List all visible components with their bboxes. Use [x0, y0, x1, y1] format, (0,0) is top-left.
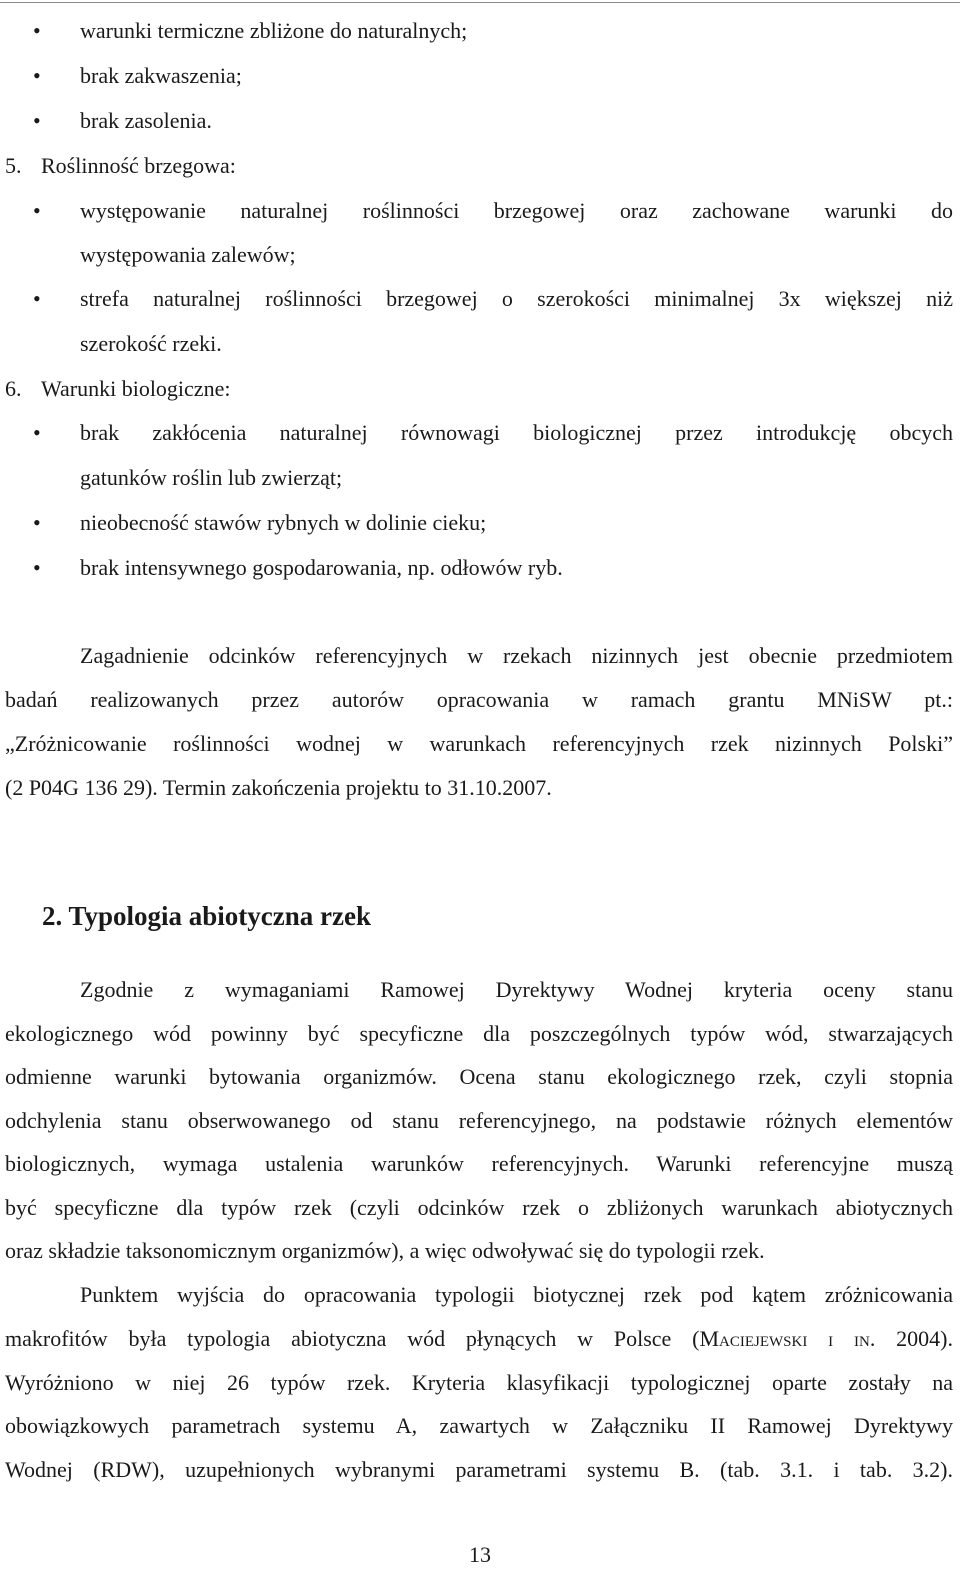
list-item: brak zakwaszenia;: [80, 63, 242, 88]
list-item: warunki termiczne zbliżone do naturalnych;: [80, 18, 468, 43]
bullet-icon: •: [33, 198, 41, 223]
bullet-icon: •: [33, 63, 41, 88]
bullet-icon: •: [33, 420, 41, 445]
section-number: 5.: [5, 153, 22, 178]
heading-number: 2.: [42, 901, 63, 931]
paragraph-line: Zgodnie z wymaganiami Ramowej Dyrektywy Wodnej kryteria oceny stanu: [80, 977, 953, 1002]
paragraph-line: „Zróżnicowanie roślinności wodnej w warunkach referencyjnych rzek nizinnych Polski”: [5, 731, 953, 756]
bullet-icon: •: [33, 510, 41, 535]
paragraph-line: badań realizowanych przez autorów opracowania w ramach grantu MNiSW pt.:: [5, 687, 953, 712]
paragraph-line: Wyróżniono w niej 26 typów rzek. Kryteria klasyfikacji typologicznej oparte zostały na: [5, 1370, 953, 1395]
section-number: 6.: [5, 376, 22, 401]
section-title: Warunki biologiczne:: [41, 376, 231, 401]
top-rule: [0, 2, 960, 3]
list-item: brak intensywnego gospodarowania, np. odłowów ryb.: [80, 555, 563, 580]
paragraph-line: odmienne warunki bytowania organizmów. Ocena stanu ekologicznego rzek, czyli stopnia: [5, 1064, 953, 1089]
bullet-icon: •: [33, 555, 41, 580]
paragraph-line: Zagadnienie odcinków referencyjnych w rzekach nizinnych jest obecnie przedmiotem: [80, 643, 953, 668]
paragraph-line: biologicznych, wymaga ustalenia warunków referencyjnych. Warunki referencyjne muszą: [5, 1151, 953, 1176]
paragraph-line: oraz składzie taksonomicznym organizmów), a więc odwoływać się do typologii rzek.: [5, 1238, 765, 1263]
list-item-continuation: gatunków roślin lub zwierząt;: [80, 465, 343, 490]
list-item-continuation: występowania zalewów;: [80, 242, 296, 267]
list-item: brak zakłócenia naturalnej równowagi biologicznej przez introdukcję obcych: [80, 420, 953, 445]
list-item: występowanie naturalnej roślinności brzegowej oraz zachowane warunki do: [80, 198, 953, 223]
paragraph-line: obowiązkowych parametrach systemu A, zawartych w Załączniku II Ramowej Dyrektywy: [5, 1413, 953, 1438]
heading-title: Typologia abiotyczna rzek: [68, 901, 371, 931]
list-item: strefa naturalnej roślinności brzegowej o szerokości minimalnej 3x większej niż: [80, 286, 953, 311]
bullet-icon: •: [33, 108, 41, 133]
paragraph-text: 2004).: [875, 1326, 953, 1351]
paragraph-line: Punktem wyjścia do opracowania typologii biotycznej rzek pod kątem zróżnicowania: [80, 1282, 953, 1307]
paragraph-line: [5, 1324, 953, 1354]
bullet-icon: •: [33, 286, 41, 311]
paragraph-line: (2 P04G 136 29). Termin zakończenia projektu to 31.10.2007.: [5, 775, 552, 800]
section-title: Roślinność brzegowa:: [41, 153, 236, 178]
list-item: brak zasolenia.: [80, 108, 212, 133]
paragraph-line: ekologicznego wód powinny być specyficzne dla poszczególnych typów wód, stwarzających: [5, 1021, 953, 1046]
paragraph-text: makrofitów była typologia abiotyczna wód płynących w Polsce (: [5, 1326, 700, 1351]
bullet-icon: •: [33, 18, 41, 43]
paragraph-line: odchylenia stanu obserwowanego od stanu referencyjnego, na podstawie różnych elementów: [5, 1108, 953, 1133]
paragraph-line: Wodnej (RDW), uzupełnionych wybranymi parametrami systemu B. (tab. 3.1. i tab. 3.2).: [5, 1457, 953, 1482]
page-number: 13: [469, 1542, 491, 1567]
citation-authors: Maciejewski i in.: [699, 1326, 876, 1351]
paragraph-line: być specyficzne dla typów rzek (czyli odcinków rzek o zbliżonych warunkach abiotycznych: [5, 1195, 953, 1220]
section-heading: [42, 899, 371, 933]
list-item-continuation: szerokość rzeki.: [80, 331, 222, 356]
list-item: nieobecność stawów rybnych w dolinie cieku;: [80, 510, 487, 535]
